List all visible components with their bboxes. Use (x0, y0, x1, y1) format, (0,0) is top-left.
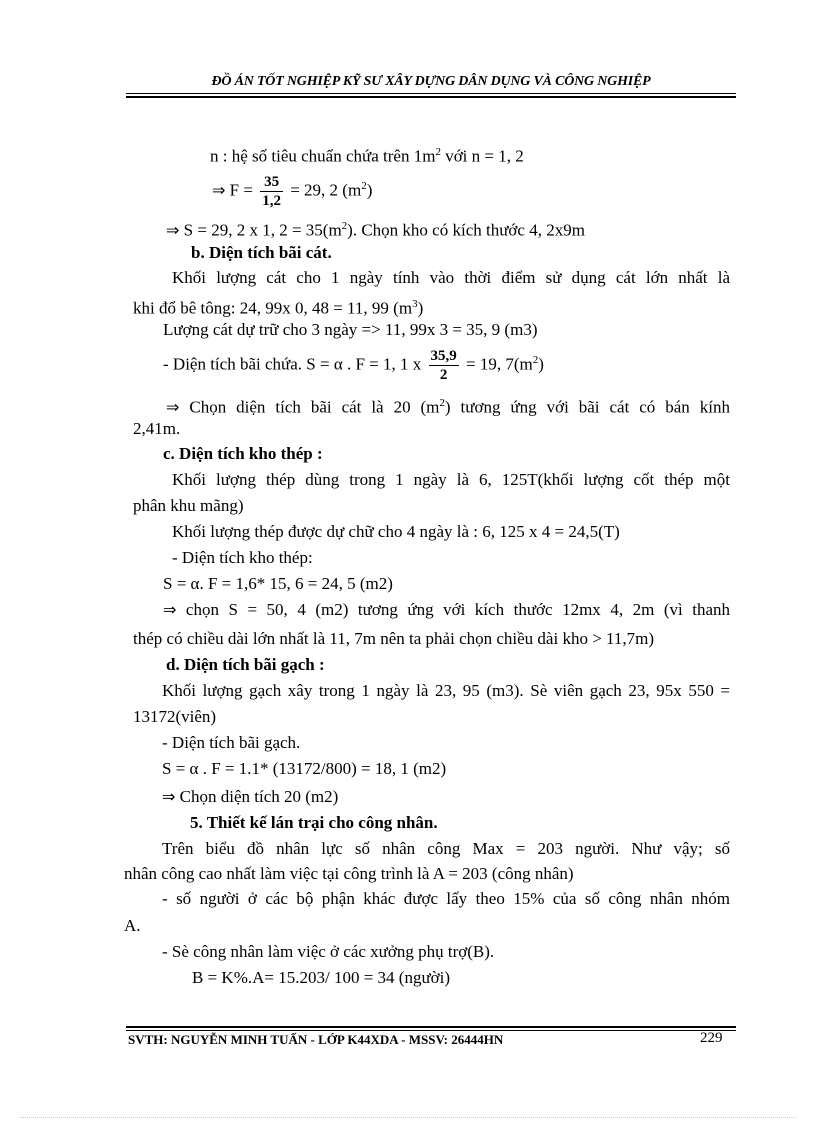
formula-line (163, 342, 544, 384)
text-span: Chọn diện tích 20 (m2) (175, 787, 339, 806)
text-line: Khối lượng thép dùng trong 1 ngày là 6, 125T(khối lượng cốt thép một (172, 470, 730, 489)
header-rule (126, 93, 736, 94)
text-span: = 29, 2 (m (285, 180, 362, 200)
text-line (166, 393, 730, 418)
text-line: Khối lượng gạch xây trong 1 ngày là 23, 95 (m3). Sè viên gạch 23, 95x 550 = (162, 681, 730, 700)
implies-arrow-icon: ⇒ (212, 180, 226, 200)
text-line (133, 294, 423, 319)
text-line: nhân công cao nhất làm việc tại công trình là A = 203 (công nhân) (124, 864, 574, 883)
superscript: 2 (435, 146, 441, 158)
section-heading: b. Diện tích bãi cát. (191, 243, 332, 262)
footer-rule-thick (126, 1026, 736, 1028)
fraction-denominator: 2 (439, 367, 448, 384)
text-line: Trên biểu đồ nhân lực số nhân công Max = 203 người. Như vậy; số (162, 839, 730, 858)
superscript: 2 (361, 180, 367, 192)
text-span: S = 29, 2 x 1, 2 = 35(m (179, 220, 342, 240)
text-span: Chọn diện tích bãi cát là 20 (m (179, 397, 440, 417)
text-span: = 19, 7(m (461, 354, 533, 374)
text-line: Khối lượng thép được dự chữ cho 4 ngày là : 6, 125 x 4 = 24,5(T) (172, 522, 620, 541)
text-span: ) (417, 298, 424, 318)
fraction-denominator: 1,2 (262, 193, 281, 210)
fraction (429, 347, 459, 384)
superscript: 2 (439, 397, 445, 409)
text-line: S = α . F = 1.1* (13172/800) = 18, 1 (m2) (162, 759, 447, 778)
text-line: Khối lượng cát cho 1 ngày tính vào thời điểm sử dụng cát lớn nhất là (172, 268, 730, 287)
text-line: B = K%.A= 15.203/ 100 = 34 (người) (192, 968, 451, 987)
text-span: - Diện tích bãi chứa. S = α . F = 1, 1 x (163, 354, 426, 374)
footer-rule (126, 1030, 736, 1031)
text-line: Lượng cát dự trữ cho 3 ngày => 11, 99x 3 = 35, 9 (m3) (163, 320, 538, 339)
footer-student-info: SVTH: NGUYỄN MINH TUẤN - LỚP K44XDA - MSSV: 26444HN (128, 1032, 504, 1047)
implies-arrow-icon: ⇒ (166, 220, 180, 240)
text-span: F = (225, 180, 258, 200)
text-line (166, 216, 585, 241)
text-span: khi đổ bê tông: 24, 99x 0, 48 = 11, 99 (m (133, 298, 413, 318)
superscript: 2 (341, 220, 348, 232)
implies-arrow-icon: ⇒ (162, 787, 176, 806)
text-line: A. (124, 916, 141, 935)
text-line (162, 787, 338, 807)
superscript: 2 (532, 354, 539, 366)
fraction (260, 173, 283, 210)
text-line: 13172(viên) (133, 707, 217, 726)
text-span: với n = 1, 2 (440, 146, 524, 166)
text-line: phân khu mãng) (133, 496, 244, 515)
text-line: - số người ở các bộ phận khác được lấy theo 15% của số công nhân nhóm (162, 889, 730, 908)
text-line (163, 600, 730, 620)
text-line (210, 142, 524, 167)
text-span: ) (366, 180, 373, 200)
fraction-numerator: 35 (260, 173, 283, 192)
text-line: - Diện tích bãi gạch. (162, 733, 301, 752)
text-span: chọn S = 50, 4 (m2) tương ứng với kích thước 12mx 4, 2m (vì thanh (176, 600, 730, 619)
fraction-numerator: 35,9 (430, 348, 457, 365)
text-line: 2,41m. (133, 419, 181, 438)
page-edge-divider (20, 1117, 796, 1118)
text-span: ) tương ứng với bãi cát có bán kính (444, 397, 730, 417)
text-span: ). Chọn kho có kích thước 4, 2x9m (347, 220, 585, 240)
text-span: n : hệ số tiêu chuẩn chứa trên 1m (210, 146, 436, 166)
text-line: - Sè công nhân làm việc ở các xưởng phụ trợ(B). (162, 942, 495, 961)
implies-arrow-icon: ⇒ (163, 600, 177, 619)
text-line: - Diện tích kho thép: (172, 548, 313, 567)
formula-line (212, 168, 372, 210)
section-heading: 5. Thiết kế lán trại cho công nhân. (190, 813, 438, 832)
implies-arrow-icon: ⇒ (166, 397, 180, 417)
text-line: thép có chiều dài lớn nhất là 11, 7m nên ta phải chọn chiều dài kho > 11,7m) (133, 629, 655, 648)
section-heading: d. Diện tích bãi gạch : (166, 655, 325, 674)
page-header: ĐỒ ÁN TỐT NGHIỆP KỸ SƯ XÂY DỰNG DÂN DỤNG VÀ CÔNG NGHIỆP (211, 74, 651, 89)
header-rule-thick (126, 96, 736, 98)
text-line: S = α. F = 1,6* 15, 6 = 24, 5 (m2) (163, 574, 393, 593)
section-heading: c. Diện tích kho thép : (163, 444, 323, 463)
page-number: 229 (700, 1030, 723, 1046)
superscript: 3 (412, 298, 418, 310)
text-span: ) (538, 354, 544, 374)
